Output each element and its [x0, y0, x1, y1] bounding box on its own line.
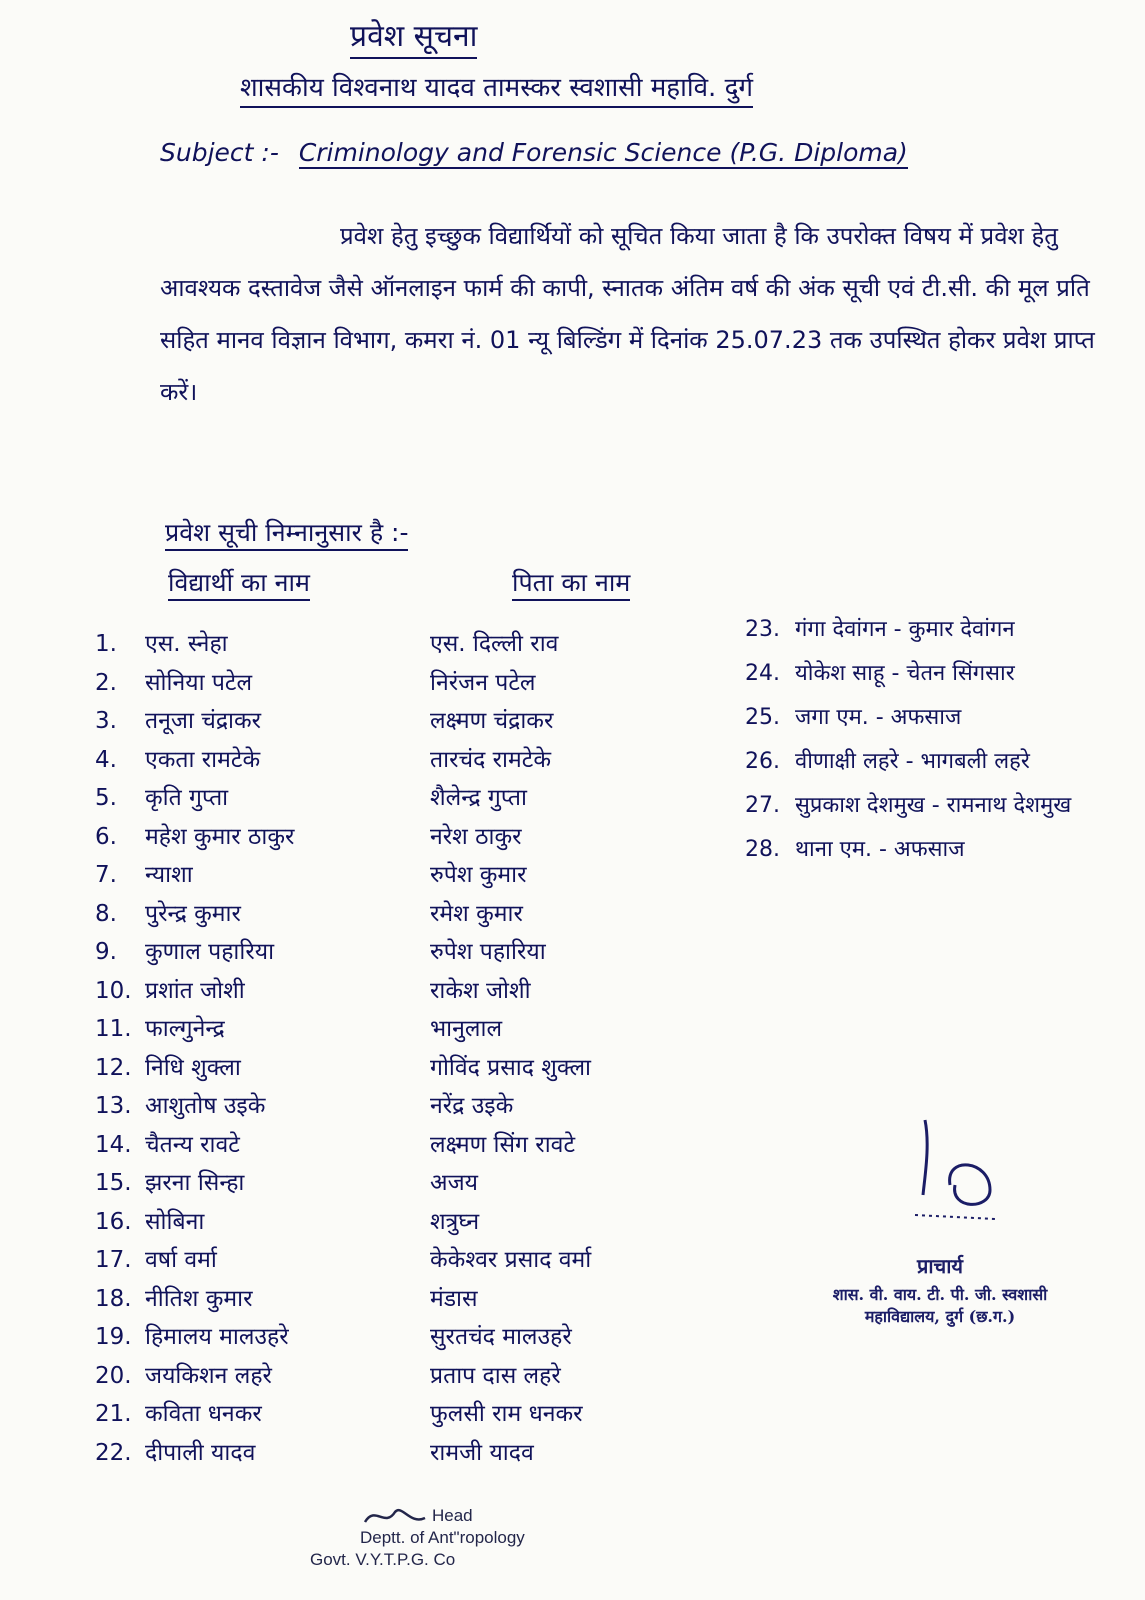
serial-number: 17.	[95, 1247, 132, 1273]
student-name: हिमालय मालउहरे	[145, 1324, 289, 1350]
principal-stamp	[790, 1252, 1090, 1327]
notice-title: प्रवेश सूचना	[350, 14, 477, 59]
head-stamp-line-1: Head	[432, 1506, 473, 1525]
father-name: शैलेन्द्र गुप्ता	[430, 785, 527, 811]
father-name: रामजी यादव	[430, 1439, 534, 1466]
student-name: कुणाल पहारिया	[145, 939, 275, 965]
father-name: प्रताप दास लहरे	[430, 1362, 561, 1389]
father-name: राकेश जोशी	[430, 977, 531, 1004]
list-item	[95, 856, 294, 895]
father-name: सुरतचंद मालउहरे	[430, 1324, 572, 1350]
student-name: महेश कुमार ठाकुर	[145, 823, 295, 850]
serial-number: 7.	[95, 862, 117, 888]
list-item	[95, 972, 294, 1011]
student-name: कृति गुप्ता	[145, 785, 229, 811]
serial-number: 12.	[95, 1054, 132, 1081]
father-name: लक्ष्मण चंद्राकर	[430, 708, 554, 734]
student-name: दीपाली यादव	[145, 1439, 256, 1466]
list-item	[95, 779, 294, 818]
list-item	[745, 610, 1071, 654]
serial-number: 4.	[95, 746, 117, 773]
serial-number: 22.	[95, 1439, 132, 1466]
father-name: केकेश्वर प्रसाद वर्मा	[430, 1247, 592, 1273]
serial-number: 15.	[95, 1170, 132, 1196]
subject-value: Criminology and Forensic Science (P.G. Diploma)	[298, 138, 908, 167]
student-and-father-name: सुप्रकाश देशमुख - रामनाथ देशमुख	[795, 793, 1072, 818]
subject-label: Subject :-	[160, 138, 279, 167]
father-name: गोविंद प्रसाद शुक्ला	[430, 1054, 592, 1081]
student-name: वर्षा वर्मा	[145, 1247, 217, 1273]
father-name: अजय	[430, 1170, 478, 1196]
father-name: रुपेश पहारिया	[430, 939, 546, 965]
student-name: जयकिशन लहरे	[145, 1362, 272, 1389]
student-name: प्रशांत जोशी	[145, 977, 245, 1004]
college-name: शासकीय विश्वनाथ यादव तामस्कर स्वशासी महावि. दुर्ग	[240, 68, 753, 108]
stamp-line-2: महाविद्यालय, दुर्ग (छ.ग.)	[864, 1307, 1016, 1326]
father-name: शत्रुघ्न	[430, 1208, 480, 1235]
student-name-list	[95, 625, 294, 1472]
father-name: एस. दिल्ली राव	[430, 631, 559, 657]
serial-number: 5.	[95, 785, 117, 811]
father-name: नरेंद्र उइके	[430, 1093, 514, 1119]
head-stamp-line-3: Govt. V.Y.T.P.G. Co	[310, 1550, 456, 1569]
father-name: नरेश ठाकुर	[430, 823, 522, 850]
student-name: सोनिया पटेल	[145, 669, 253, 696]
list-item	[95, 1010, 294, 1049]
serial-number: 13.	[95, 1093, 132, 1119]
student-name: आशुतोष उइके	[145, 1093, 266, 1119]
list-item	[95, 933, 294, 972]
father-name: फुलसी राम धनकर	[430, 1401, 583, 1427]
student-name: कविता धनकर	[145, 1401, 262, 1427]
student-name: न्याशा	[145, 862, 193, 888]
subject-line	[160, 138, 908, 167]
father-name-list	[430, 625, 591, 1472]
list-item	[95, 1434, 294, 1473]
serial-number: 6.	[95, 823, 117, 850]
list-item	[95, 664, 294, 703]
serial-number: 23.	[745, 617, 780, 642]
serial-number: 1.	[95, 631, 117, 657]
father-name: तारचंद रामटेके	[430, 746, 551, 773]
serial-number: 19.	[95, 1324, 132, 1350]
student-name: फाल्गुनेन्द्र	[145, 1016, 225, 1042]
stamp-title: प्राचार्य	[916, 1254, 964, 1278]
stamp-line-1: शास. वी. वाय. टी. पी. जी. स्वशासी	[832, 1285, 1048, 1304]
list-item	[95, 1087, 294, 1126]
list-item	[95, 1357, 294, 1396]
father-name: भानुलाल	[430, 1016, 503, 1042]
serial-number: 21.	[95, 1401, 132, 1427]
serial-number: 11.	[95, 1016, 132, 1042]
list-item	[95, 741, 294, 780]
serial-number: 28.	[745, 837, 780, 862]
serial-number: 3.	[95, 708, 117, 734]
list-item	[95, 1164, 294, 1203]
student-name: तनूजा चंद्राकर	[145, 708, 262, 734]
head-stamp	[310, 1505, 525, 1571]
list-item	[95, 1280, 294, 1319]
list-item	[95, 702, 294, 741]
serial-number: 16.	[95, 1208, 132, 1235]
list-item	[95, 1203, 294, 1242]
serial-number: 2.	[95, 669, 117, 696]
list-item	[745, 742, 1071, 786]
list-heading: प्रवेश सूची निम्नानुसार है :-	[165, 515, 408, 551]
student-and-father-name: योकेश साहू - चेतन सिंगसार	[795, 661, 1015, 686]
list-item	[95, 1318, 294, 1357]
column-header-student: विद्यार्थी का नाम	[168, 565, 310, 601]
student-name: पुरेन्द्र कुमार	[145, 900, 241, 927]
father-name: मंडास	[430, 1285, 478, 1312]
principal-signature-icon	[905, 1115, 1005, 1225]
serial-number: 9.	[95, 939, 117, 965]
father-name: लक्ष्मण सिंग रावटे	[430, 1131, 576, 1158]
father-name: रमेश कुमार	[430, 900, 523, 927]
list-item	[95, 895, 294, 934]
notice-paragraph: प्रवेश हेतु इच्छुक विद्यार्थियों को सूचित किया जाता है कि उपरोक्त विषय में प्रवेश हेतु आवश्यक दस्तावेज जैसे ऑनलाइन फार्म की कापी, स्नातक अंतिम वर्ष की अंक सूची एवं टी.सी. की मूल प्रति सहित मानव विज्ञान विभाग, कमरा नं. 01 न्यू बिल्डिंग में दिनांक 25.07.23 तक उपस्थित होकर प्रवेश प्राप्त करें।	[160, 222, 1095, 406]
father-name: निरंजन पटेल	[430, 669, 536, 696]
student-and-father-name: जगा एम. - अफसाज	[795, 705, 962, 730]
student-name: चैतन्य रावटे	[145, 1131, 240, 1158]
list-item	[745, 654, 1071, 698]
list-item	[745, 830, 1071, 874]
student-and-father-name: थाना एम. - अफसाज	[795, 837, 965, 862]
serial-number: 14.	[95, 1131, 132, 1158]
serial-number: 27.	[745, 793, 780, 818]
student-and-father-name: वीणाक्षी लहरे - भागबली लहरे	[795, 749, 1030, 774]
student-list-continued	[745, 610, 1071, 874]
list-item	[745, 786, 1071, 830]
student-name: निधि शुक्ला	[145, 1054, 241, 1081]
list-item	[95, 1126, 294, 1165]
list-item	[745, 698, 1071, 742]
serial-number: 25.	[745, 705, 780, 730]
list-item	[95, 818, 294, 857]
serial-number: 10.	[95, 977, 132, 1004]
serial-number: 20.	[95, 1362, 132, 1389]
student-name: सोबिना	[145, 1208, 205, 1235]
list-item	[95, 1049, 294, 1088]
father-name: रुपेश कुमार	[430, 862, 527, 888]
list-item	[95, 625, 294, 664]
serial-number: 8.	[95, 900, 117, 927]
serial-number: 24.	[745, 661, 780, 686]
list-item	[95, 1395, 294, 1434]
student-and-father-name: गंगा देवांगन - कुमार देवांगन	[795, 617, 1015, 642]
head-stamp-line-2: Deptt. of Ant"ropology	[360, 1528, 525, 1547]
student-name: नीतिश कुमार	[145, 1285, 253, 1312]
student-name: एकता रामटेके	[145, 746, 261, 773]
list-item	[95, 1241, 294, 1280]
student-name: एस. स्नेहा	[145, 631, 228, 657]
serial-number: 18.	[95, 1285, 132, 1312]
student-name: झरना सिन्हा	[145, 1170, 245, 1196]
serial-number: 26.	[745, 749, 780, 774]
column-header-father: पिता का नाम	[512, 565, 630, 601]
